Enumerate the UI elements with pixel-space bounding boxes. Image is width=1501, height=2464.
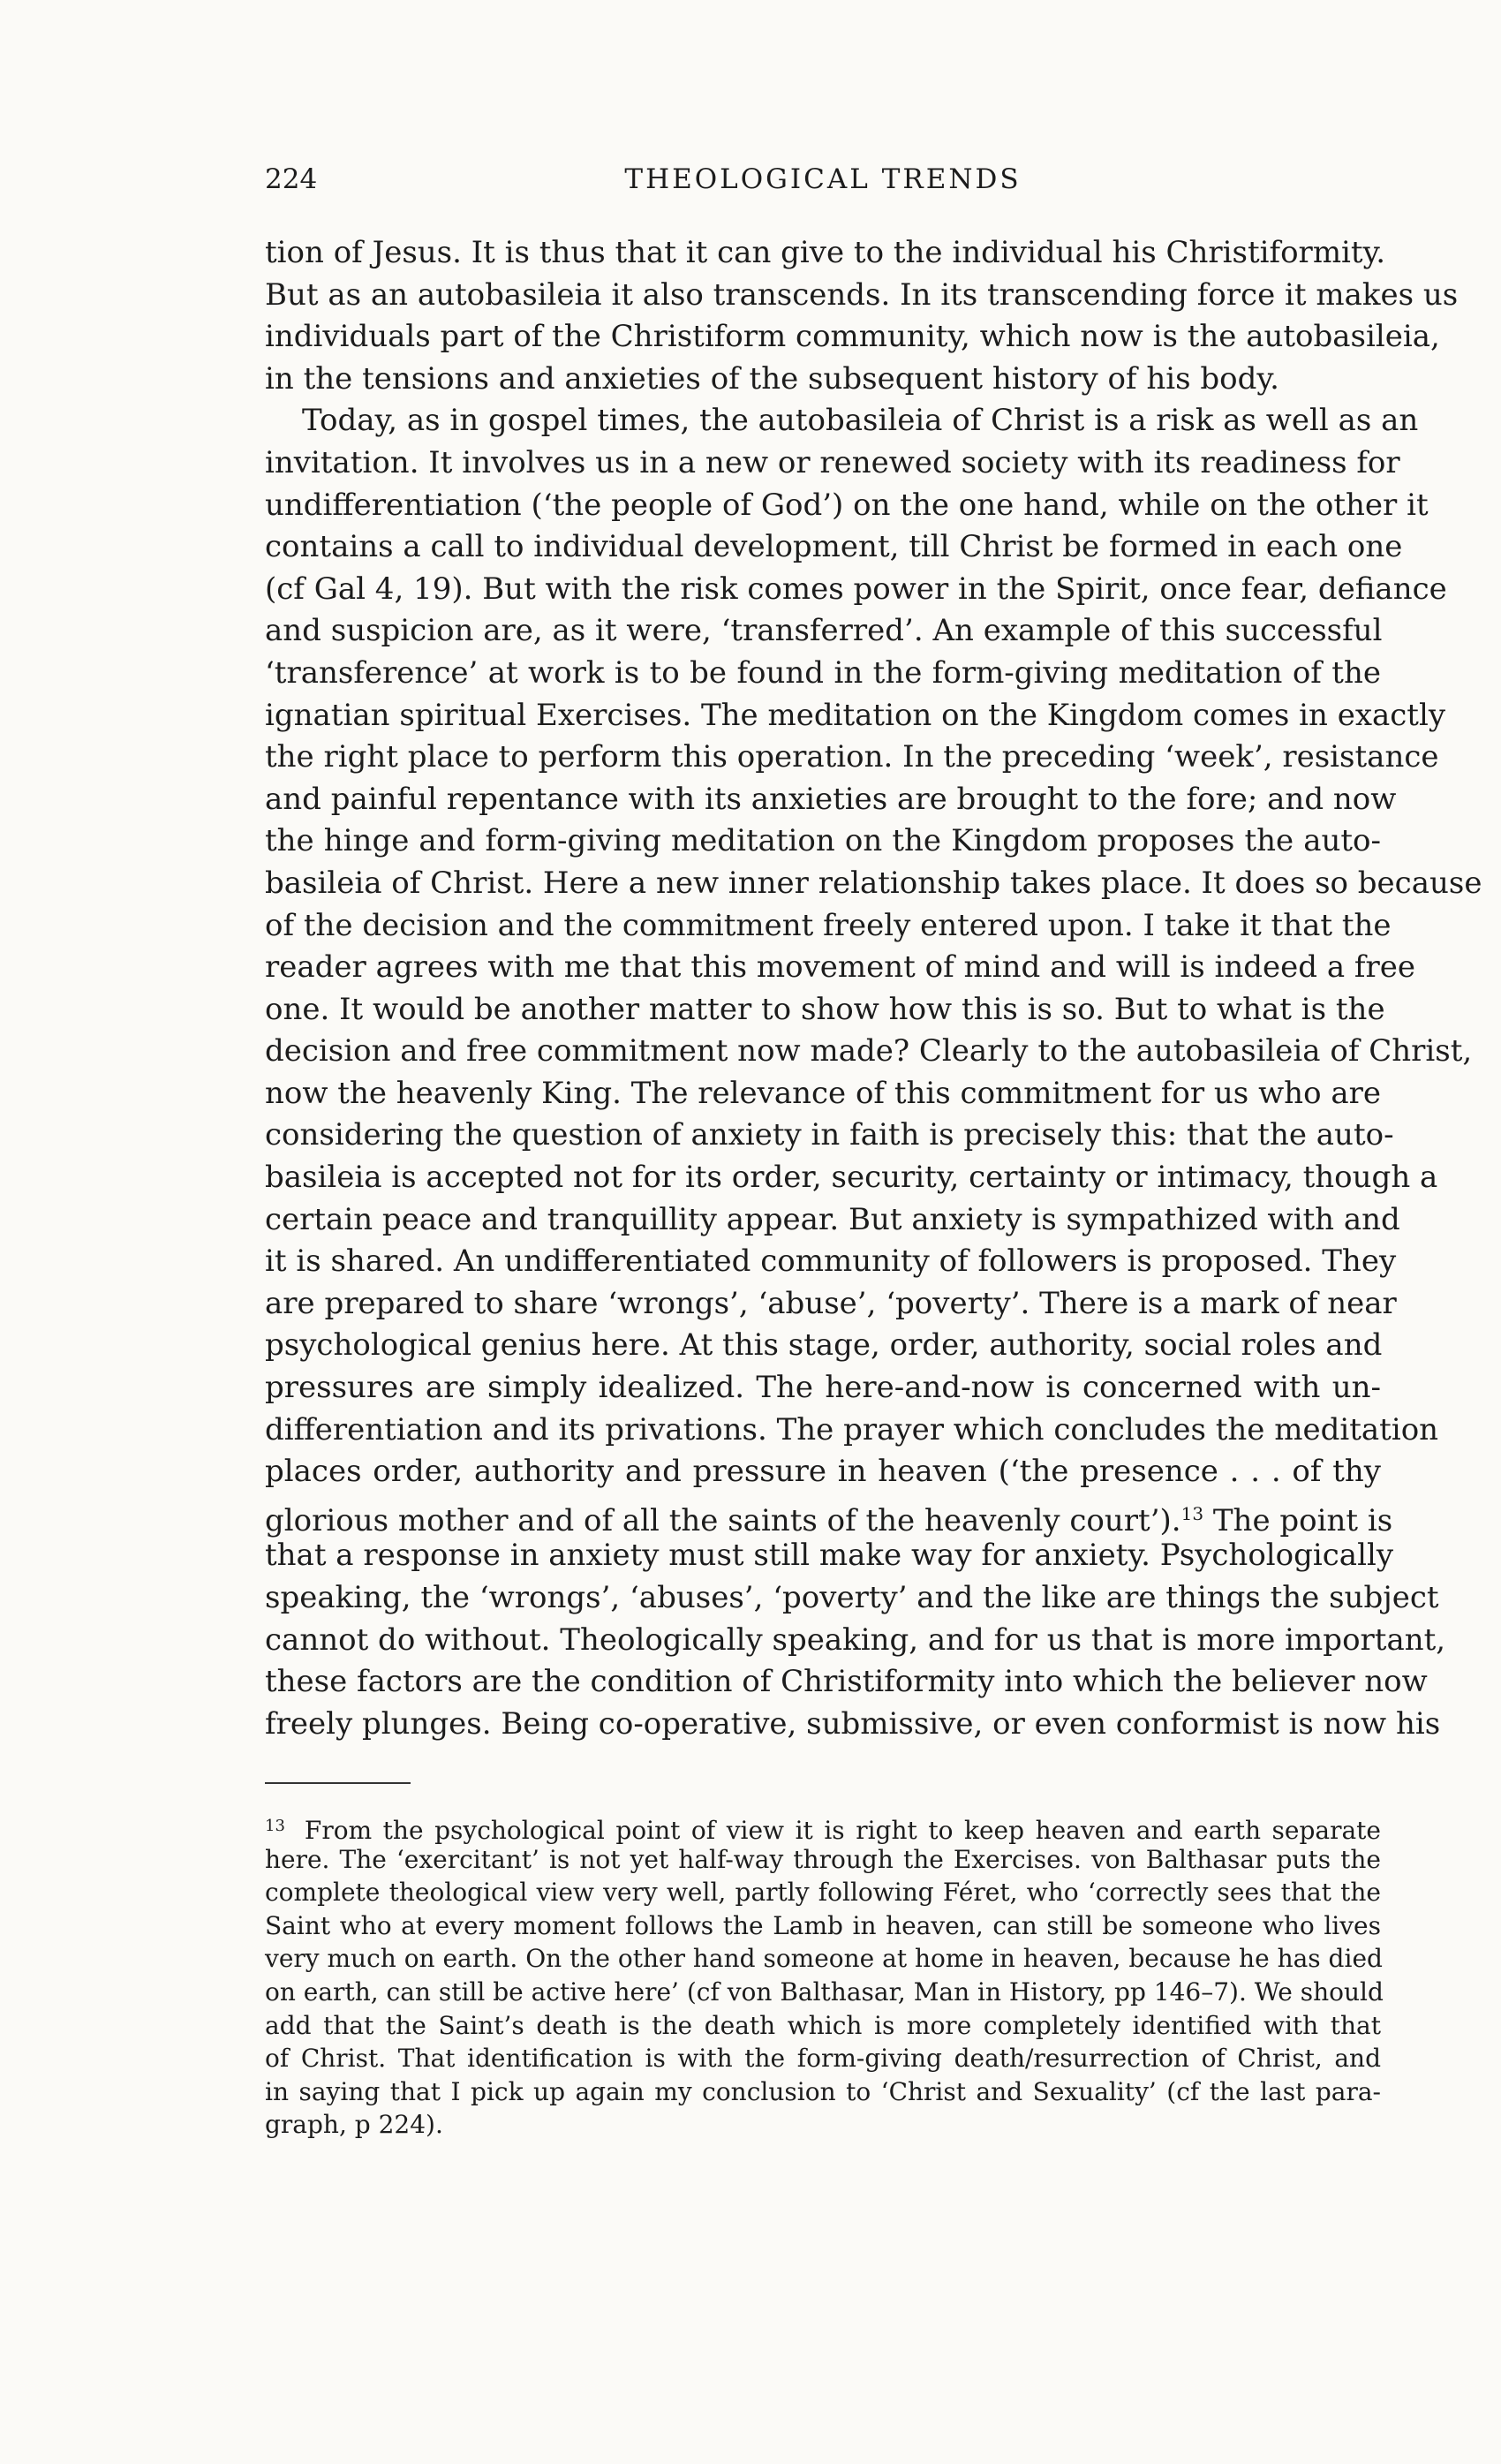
footnote-line: complete theological view very well, partly following Féret, who ‘correctly sees that the	[265, 1878, 1381, 1908]
body-line: Today, as in gospel times, the autobasileia of Christ is a risk as well as an	[302, 403, 1419, 439]
body-line: places order, authority and pressure in heaven (‘the presence . . . of thy	[265, 1454, 1381, 1490]
body-line: tion of Jesus. It is thus that it can give to the individual his Christiformity.	[265, 235, 1386, 270]
footnote-line: add that the Saint’s death is the death which is more completely identified with that	[265, 2010, 1381, 2040]
body-line: But as an autobasileia it also transcends. In its transcending force it makes us	[265, 276, 1459, 313]
body-line: now the heavenly King. The relevance of this commitment for us who are	[265, 1075, 1381, 1111]
running-title: THEOLOGICAL TRENDS	[624, 163, 1022, 195]
body-line: contains a call to individual development, till Christ be formed in each one	[265, 529, 1403, 565]
footnote-number: 13	[265, 1817, 285, 1835]
body-line: are prepared to share ‘wrongs’, ‘abuse’, ‘poverty’. There is a mark of near	[265, 1285, 1397, 1321]
body-text	[265, 232, 1482, 1745]
body-line: certain peace and tranquillity appear. But anxiety is sympathized with and	[265, 1201, 1400, 1237]
body-line: individuals part of the Christiform community, which now is the autobasileia,	[265, 319, 1440, 355]
body-line: these factors are the condition of Christiformity into which the believer now	[265, 1664, 1428, 1700]
footnote	[265, 1810, 1384, 2142]
body-line: of the decision and the commitment freely entered upon. I take it that the	[265, 907, 1392, 943]
body-line: freely plunges. Being co-operative, submissive, or even conformist is now his	[265, 1705, 1441, 1742]
page-header	[265, 157, 1381, 201]
body-line: psychological genius here. At this stage, order, authority, social roles and	[265, 1327, 1383, 1364]
body-line: that a response in anxiety must still make way for anxiety. Psychologically	[265, 1538, 1394, 1574]
body-line: undifferentiation (‘the people of God’) on the one hand, while on the other it	[265, 487, 1429, 523]
body-line: considering the question of anxiety in faith is precisely this: that the auto-	[265, 1117, 1394, 1153]
body-line: invitation. It involves us in a new or renewed society with its readiness for	[265, 444, 1400, 480]
body-line: speaking, the ‘wrongs’, ‘abuses’, ‘poverty’ and the like are things the subject	[265, 1580, 1439, 1615]
footnote-line: graph, p 224).	[265, 2110, 443, 2140]
body-line: pressures are simply idealized. The here-and-now is concerned with un-	[265, 1370, 1381, 1406]
body-line-text: glorious mother and of all the saints of the heavenly court’).	[265, 1502, 1181, 1538]
footnote-divider	[265, 1782, 411, 1784]
body-line-tail: The point is	[1203, 1502, 1393, 1538]
body-line: cannot do without. Theologically speaking, and for us that is more important,	[265, 1621, 1446, 1658]
body-line: one. It would be another matter to show how this is so. But to what is the	[265, 991, 1385, 1027]
footnote-line-text: From the psychological point of view it is right to keep heaven and earth separate	[304, 1816, 1381, 1845]
footnote-line	[265, 1810, 1381, 1843]
footnote-line: here. The ‘exercitant’ is not yet half-way through the Exercises. von Balthasar puts the	[265, 1844, 1381, 1874]
body-line: the hinge and form-giving meditation on the Kingdom proposes the auto-	[265, 823, 1381, 859]
page-number: 224	[265, 163, 318, 195]
body-line-with-note-ref	[265, 1493, 1393, 1538]
body-line: differentiation and its privations. The prayer which concludes the meditation	[265, 1411, 1439, 1447]
body-line: reader agrees with me that this movement of mind and will is indeed a free	[265, 949, 1416, 986]
footnote-line: very much on earth. On the other hand someone at home in heaven, because he has died	[265, 1944, 1383, 1974]
footnote-line: Saint who at every moment follows the Lamb in heaven, can still be someone who lives	[265, 1910, 1381, 1940]
body-line: in the tensions and anxieties of the subsequent history of his body.	[265, 360, 1279, 397]
body-line: basileia is accepted not for its order, security, certainty or intimacy, though a	[265, 1160, 1438, 1196]
footnote-reference: 13	[1180, 1502, 1204, 1524]
body-line: decision and free commitment now made? Clearly to the autobasileia of Christ,	[265, 1033, 1473, 1069]
body-line: ignatian spiritual Exercises. The meditation on the Kingdom comes in exactly	[265, 697, 1446, 733]
body-line: and painful repentance with its anxieties are brought to the fore; and now	[265, 781, 1397, 817]
body-line: the right place to perform this operation. In the preceding ‘week’, resistance	[265, 739, 1439, 775]
body-line: basileia of Christ. Here a new inner relationship takes place. It does so because	[265, 865, 1482, 901]
footnote-line: in saying that I pick up again my conclusion to ‘Christ and Sexuality’ (cf the last para-	[265, 2076, 1381, 2106]
body-line: ‘transference’ at work is to be found in the form-giving meditation of the	[265, 654, 1381, 691]
body-line: (cf Gal 4, 19). But with the risk comes power in the Spirit, once fear, defiance	[265, 571, 1447, 607]
footnote-line: on earth, can still be active here’ (cf von Balthasar, Man in History, pp 146–7). We should	[265, 1976, 1384, 2007]
body-line: it is shared. An undifferentiated community of followers is proposed. They	[265, 1243, 1397, 1280]
footnote-line: of Christ. That identification is with the form-giving death/resurrection of Christ, and	[265, 2044, 1381, 2074]
body-line: and suspicion are, as it were, ‘transferred’. An example of this successful	[265, 613, 1383, 649]
